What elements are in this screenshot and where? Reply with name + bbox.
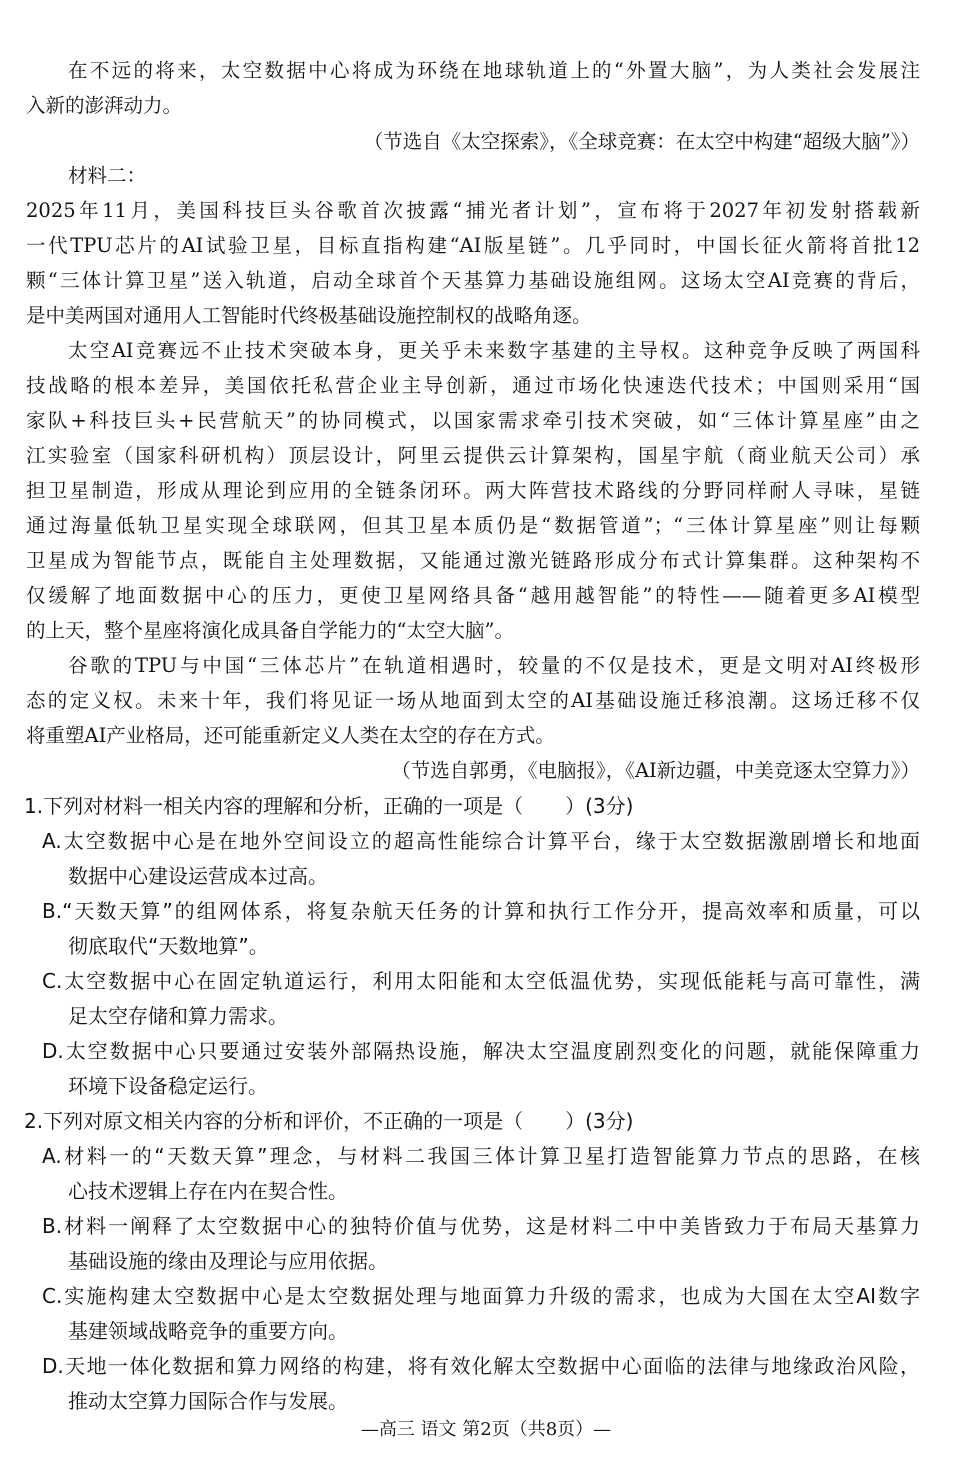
m2-p2-line-3: 家队+科技巨头+民营航天”的协同模式，以国家需求牵引技术突破，如“三体计算星座”由之 <box>26 409 920 432</box>
q2-option-b-line-2: 基础设施的缘由及理论与应用依据。 <box>68 1249 388 1273</box>
m2-p3-line-3: 将重塑AI产业格局，还可能重新定义人类在太空的存在方式。 <box>26 724 555 747</box>
q1-option-d-line-1: D.太空数据中心只要通过安装外部隔热设施，解决太空温度剧烈变化的问题，就能保障重力 <box>42 1039 920 1063</box>
material2-source: （节选自郭勇，《电脑报》，《AI新边疆，中美竞逐太空算力》） <box>391 759 920 782</box>
m2-p3-line-1: 谷歌的TPU与中国“三体芯片”在轨道相遇时，较量的不仅是技术，更是文明对AI终极形 <box>68 654 920 677</box>
q2-option-a-line-1: A.材料一的“天数天算”理念，与材料二我国三体计算卫星打造智能算力节点的思路，在核 <box>42 1144 920 1168</box>
question-1-score: ）(3分) <box>565 794 634 818</box>
q1-option-c-line-1: C.太空数据中心在固定轨道运行，利用太阳能和太空低温优势，实现低能耗与高可靠性，满 <box>42 969 920 993</box>
q1-option-c-line-2: 足太空存储和算力需求。 <box>68 1004 288 1028</box>
m2-p2-line-7: 卫星成为智能节点，既能自主处理数据，又能通过激光链路形成分布式计算集群。这种架构不 <box>26 549 920 572</box>
q1-option-a-line-1: A.太空数据中心是在地外空间设立的超高性能综合计算平台，缘于太空数据激剧增长和地面 <box>42 829 920 853</box>
question-1-stem <box>0 791 920 821</box>
q1-option-b-line-1: B.“天数天算”的组网体系，将复杂航天任务的计算和执行工作分开，提高效率和质量，可以 <box>42 899 920 923</box>
question-2-stem-text: 2.下列对原文相关内容的分析和评价，不正确的一项是（ <box>24 1109 524 1133</box>
m2-p1-line-2: 一代TPU芯片的AI试验卫星，目标直指构建“AI版星链”。几乎同时，中国长征火箭将首批12 <box>26 234 920 257</box>
m2-p1-line-4: 是中美两国对通用人工智能时代终极基础设施控制权的战略角逐。 <box>26 304 592 327</box>
q2-option-d-line-1: D.天地一体化数据和算力网络的构建，将有效化解太空数据中心面临的法律与地缘政治风险， <box>42 1354 920 1378</box>
q2-option-d-line-2: 推动太空算力国际合作与发展。 <box>68 1389 348 1413</box>
material1-source: （节选自《太空探索》，《全球竞赛：在太空中构建“超级大脑”》） <box>363 130 920 153</box>
m2-p1-line-3: 颗“三体计算卫星”送入轨道，启动全球首个天基算力基础设施组网。这场太空AI竞赛的背后， <box>26 269 920 292</box>
q2-option-c-line-1: C.实施构建太空数据中心是太空数据处理与地面算力升级的需求，也成为大国在太空AI数字 <box>42 1284 920 1308</box>
question-1-stem-text: 1.下列对材料一相关内容的理解和分析，正确的一项是（ <box>24 794 524 818</box>
m2-p2-line-4: 江实验室（国家科研机构）顶层设计，阿里云提供云计算架构，国星宇航（商业航天公司）承 <box>26 444 920 467</box>
material2-heading: 材料二： <box>68 164 147 187</box>
m2-p2-line-8: 仅缓解了地面数据中心的压力，更使卫星网络具备“越用越智能”的特性——随着更多AI模型 <box>26 584 920 607</box>
question-2-stem <box>0 1106 920 1136</box>
q2-option-a-line-2: 心技术逻辑上存在内在契合性。 <box>68 1179 348 1203</box>
intro-line-1: 在不远的将来，太空数据中心将成为环绕在地球轨道上的“外置大脑”，为人类社会发展注 <box>68 59 920 82</box>
m2-p2-line-2: 技战略的根本差异，美国依托私营企业主导创新，通过市场化快速迭代技术；中国则采用“国 <box>26 374 920 397</box>
q1-option-b-line-2: 彻底取代“天数地算”。 <box>68 934 269 958</box>
m2-p2-line-5: 担卫星制造，形成从理论到应用的全链条闭环。两大阵营技术路线的分野同样耐人寻味，星链 <box>26 479 920 502</box>
m2-p3-line-2: 态的定义权。未来十年，我们将见证一场从地面到太空的AI基础设施迁移浪潮。这场迁移不仅 <box>26 689 920 712</box>
m2-p1-line-1: 2025年11月，美国科技巨头谷歌首次披露“捕光者计划”，宣布将于2027年初发射搭载新 <box>26 199 920 222</box>
q2-option-b-line-1: B.材料一阐释了太空数据中心的独特价值与优势，这是材料二中中美皆致力于布局天基算力 <box>42 1214 920 1238</box>
q1-option-d-line-2: 环境下设备稳定运行。 <box>68 1074 268 1098</box>
m2-p2-line-6: 通过海量低轨卫星实现全球联网，但其卫星本质仍是“数据管道”；“三体计算星座”则让每颗 <box>26 514 920 537</box>
question-2-score: ）(3分) <box>565 1109 634 1133</box>
intro-line-2: 入新的澎湃动力。 <box>26 94 183 117</box>
q2-option-c-line-2: 基建领域战略竞争的重要方向。 <box>68 1319 348 1343</box>
m2-p2-line-1: 太空AI竞赛远不止技术突破本身，更关乎未来数字基建的主导权。这种竞争反映了两国科 <box>68 339 920 362</box>
q1-option-a-line-2: 数据中心建设运营成本过高。 <box>68 864 328 888</box>
m2-p2-line-9: 的上天，整个星座将演化成具备自学能力的“太空大脑”。 <box>26 619 514 642</box>
page-footer: —高三 语文 第2页（共8页）— <box>360 1419 612 1440</box>
